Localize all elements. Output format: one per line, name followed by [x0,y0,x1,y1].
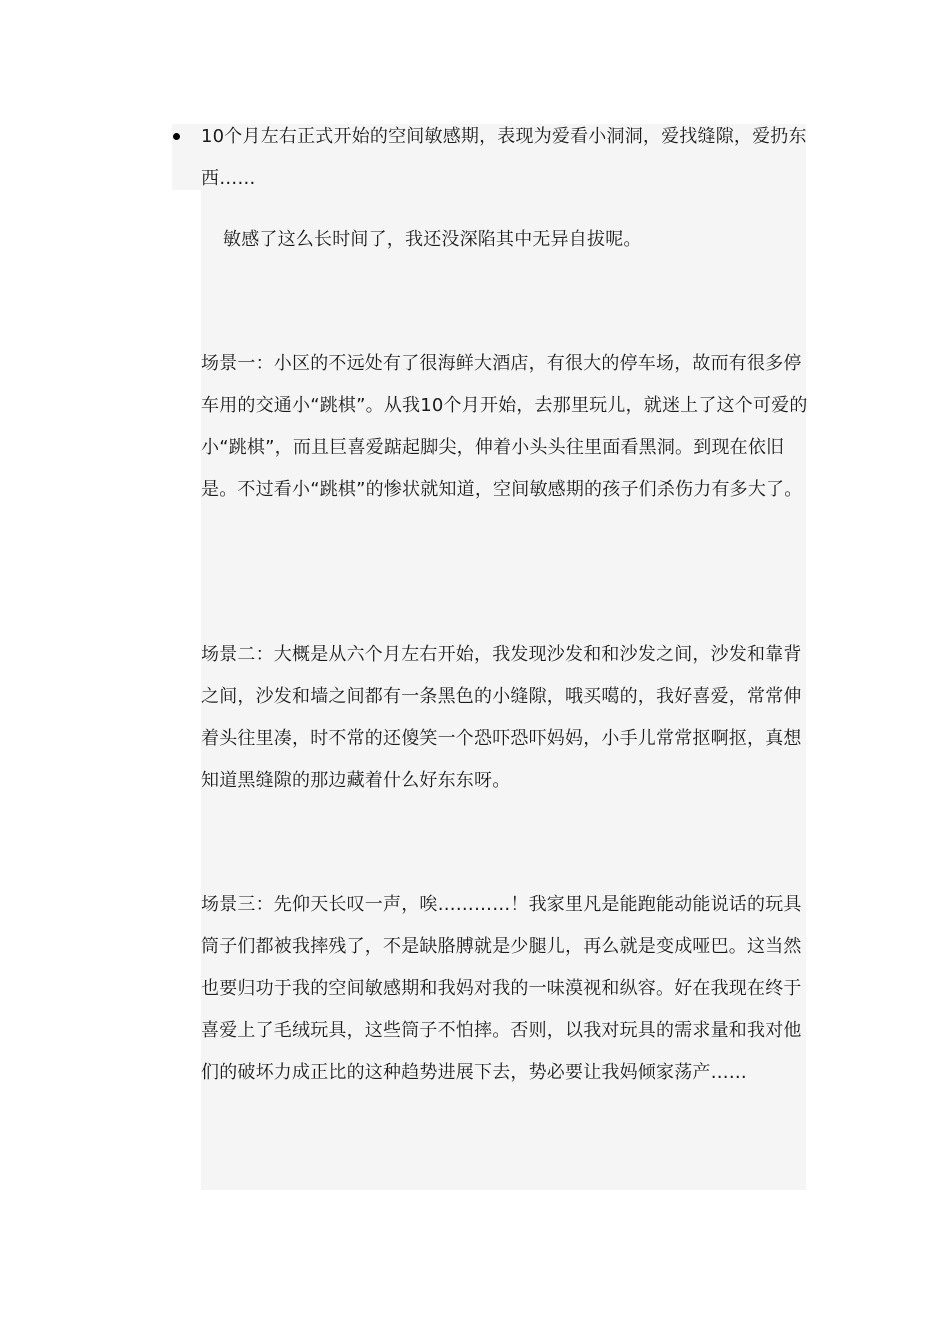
bullet-item-text: 10个月左右正式开始的空间敏感期，表现为爱看小洞洞，爱找缝隙，爱扔东西…… [201,126,807,189]
scene-two-paragraph: 场景二：大概是从六个月左右开始，我发现沙发和和沙发之间，沙发和靠背之间，沙发和墙之间都有一条黑色的小缝隙，哦买噶的，我好喜爱，常常伸着头往里凑，时不常的还傻笑一个恐吓恐吓妈妈，小手儿常常抠啊抠，真想知道黑缝隙的那边藏着什么好东东呀。 [201,644,802,791]
aside-paragraph: 敏感了这么长时间了，我还没深陷其中无异自拔呢。 [223,229,642,250]
bullet-icon [173,133,180,140]
scene-one-paragraph: 场景一：小区的不远处有了很海鲜大酒店，有很大的停车场，故而有很多停车用的交通小“跳棋”。从我10个月开始，去那里玩儿，就迷上了这个可爱的小“跳棋”，而且巨喜爱踮起脚尖，伸着小头头往里面看黑洞。到现在依旧是。不过看小“跳棋”的惨状就知道，空间敏感期的孩子们杀伤力有多大了。 [201,353,808,500]
scene-three-paragraph: 场景三：先仰天长叹一声，唉…………！我家里凡是能跑能动能说话的玩具筒子们都被我摔残了，不是缺胳膊就是少腿儿，再么就是变成哑巴。这当然也要归功于我的空间敏感期和我妈对我的一味漠视和纵容。好在我现在终于喜爱上了毛绒玩具，这些筒子不怕摔。否则，以我对玩具的需求量和我对他们的破坏力成正比的这种趋势进展下去，势必要让我妈倾家荡产…… [201,894,802,1083]
